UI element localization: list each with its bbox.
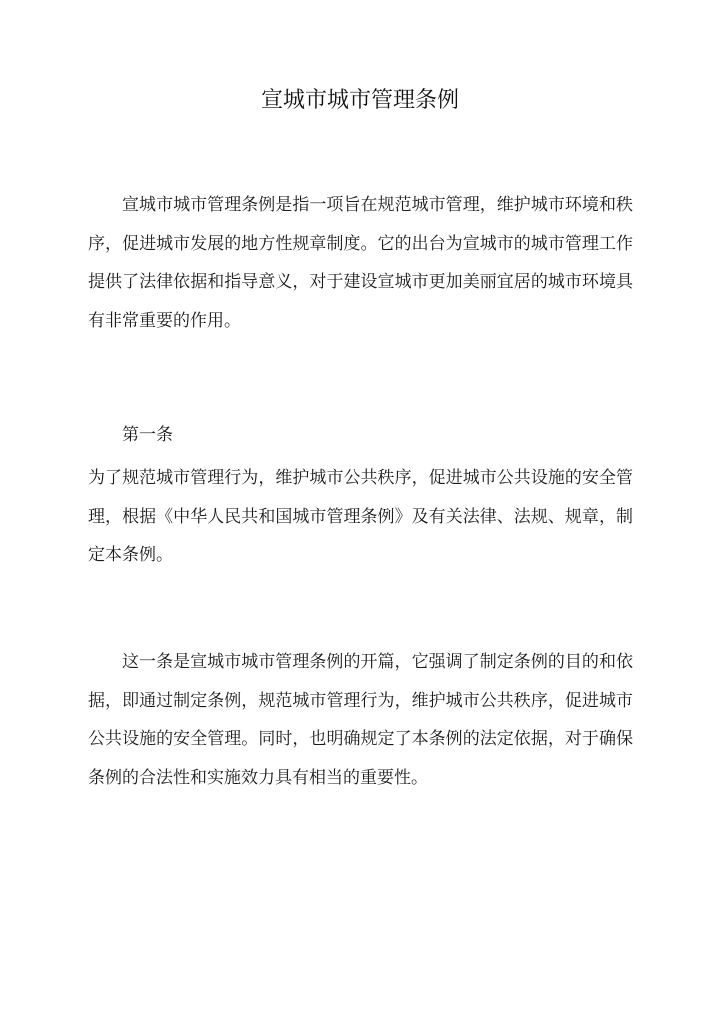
intro-paragraph: 宣城市城市管理条例是指一项旨在规范城市管理，维护城市环境和秩序，促进城市发展的地方性规章制度。它的出台为宣城市的城市管理工作提供了法律依据和指导意义，对于建设宣城市更加美丽宜居的城市环境具有非常重要的作用。 [88, 195, 633, 331]
article-heading: 第一条 [122, 425, 173, 445]
article-text: 为了规范城市管理行为，维护城市公共秩序，促进城市公共设施的安全管理，根据《中华人民共和国城市管理条例》及有关法律、法规、规章，制定本条例。 [88, 468, 633, 565]
document-title: 宣城市城市管理条例 [260, 88, 459, 113]
commentary-paragraph: 这一条是宣城市城市管理条例的开篇，它强调了制定条例的目的和依据，即通过制定条例，规范城市管理行为，维护城市公共秩序，促进城市公共设施的安全管理。同时，也明确规定了本条例的法定依据，对于确保条例的合法性和实施效力具有相当的重要性。 [88, 652, 633, 788]
